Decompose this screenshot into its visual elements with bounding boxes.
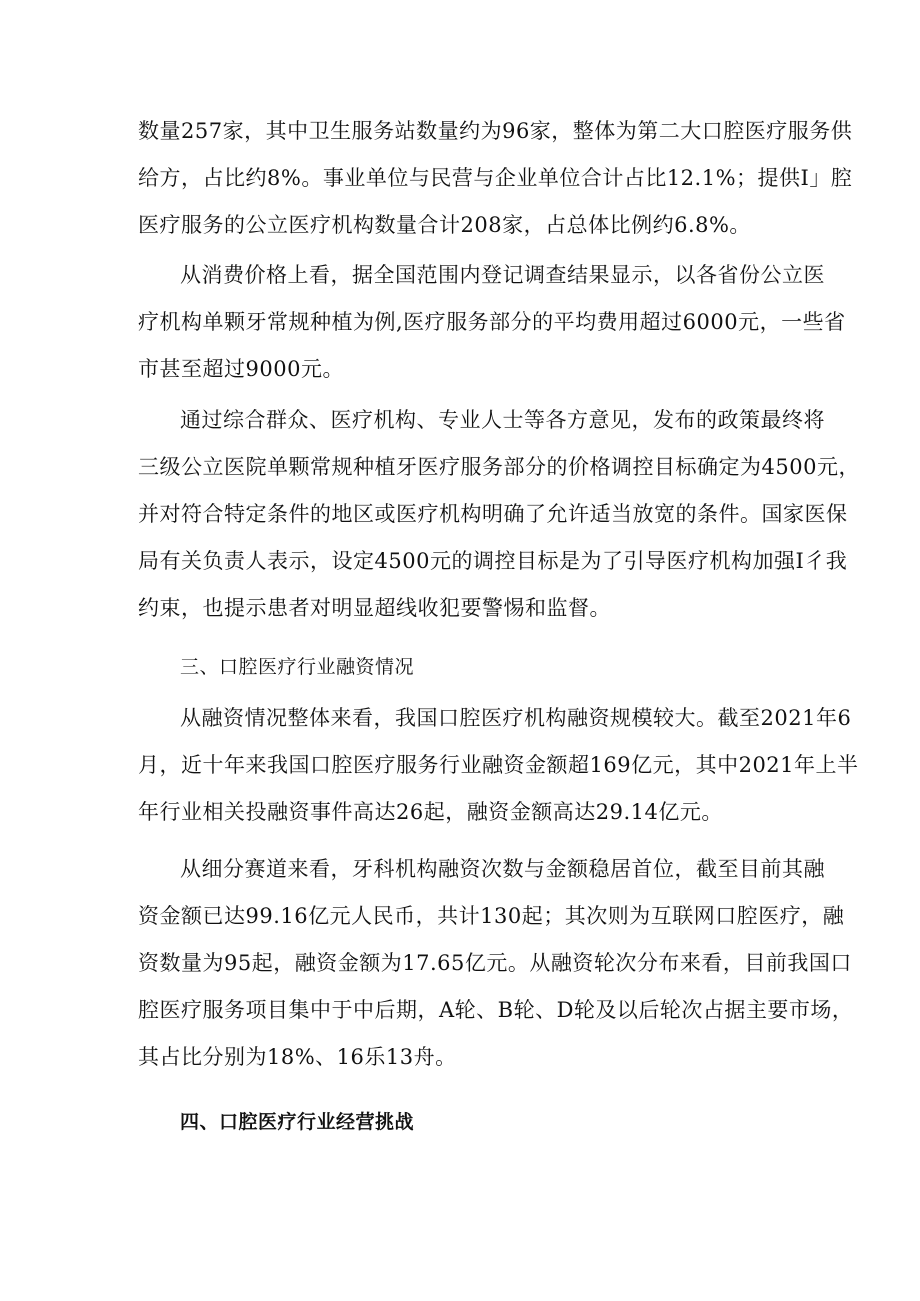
section-heading-3: 三、口腔医疗行业融资情况: [180, 656, 415, 678]
text-line: 局有关负责人表示，设定4500元的调控目标是为了引导医疗机构加强I彳我: [138, 549, 848, 573]
text-line: 医疗服务的公立医疗机构数量合计208家，占总体比例约6.8%。: [138, 213, 751, 237]
text-line: 三级公立医院单颗常规种植牙医疗服务部分的价格调控目标确定为4500元，: [138, 455, 860, 479]
text-line: 其占比分别为18%、16乐13舟。: [138, 1045, 457, 1069]
paragraph-2: [138, 252, 846, 393]
text-line: 年行业相关投融资事件高达26起，融资金额高达29.14亿元。: [138, 800, 723, 824]
text-line: 通过综合群众、医疗机构、专业人士等各方意见，发布的政策最终将: [180, 408, 825, 432]
text-line: 从融资情况整体来看，我国口腔医疗机构融资规模较大。截至2021年6: [180, 706, 852, 730]
text-line: 给方，占比约8%。事业单位与民营与企业单位合计占比12.1%；提供I」腔: [138, 166, 853, 190]
paragraph-4: [138, 695, 859, 836]
paragraph-5: [138, 846, 854, 1081]
text-line: 从细分赛道来看，牙科机构融资次数与金额稳居首位，截至目前其融: [180, 857, 825, 881]
text-line: 约束，也提示患者对明显超线收犯要警惕和监督。: [138, 596, 611, 620]
text-line: 数量257家，其中卫生服务站数量约为96家，整体为第二大口腔医疗服务供: [138, 119, 853, 143]
paragraph-1: [138, 108, 853, 249]
text-line: 市甚至超过9000元。: [138, 357, 344, 381]
text-line: 并对符合特定条件的地区或医疗机构明确了允许适当放宽的条件。国家医保: [138, 502, 848, 526]
text-line: 疗机构单颗牙常规种植为例,医疗服务部分的平均费用超过6000元，一些省: [138, 310, 846, 334]
paragraph-3: [138, 397, 860, 632]
text-line: 资金额已达99.16亿元人民币，共计130起；其次则为互联网口腔医疗，融: [138, 904, 845, 928]
text-line: 资数量为95起，融资金额为17.65亿元。从融资轮次分布来看，目前我国口: [138, 951, 852, 975]
text-line: 月，近十年来我国口腔医疗服务行业融资金额超169亿元，其中2021年上半: [138, 753, 859, 777]
section-heading-4: 四、口腔医疗行业经营挑战: [180, 1111, 415, 1133]
text-line: 腔医疗服务项目集中于中后期，A轮、B轮、D轮及以后轮次占据主要市场，: [138, 998, 854, 1022]
text-line: 从消费价格上看，据全国范围内登记调查结果显示，以各省份公立医: [180, 263, 825, 287]
